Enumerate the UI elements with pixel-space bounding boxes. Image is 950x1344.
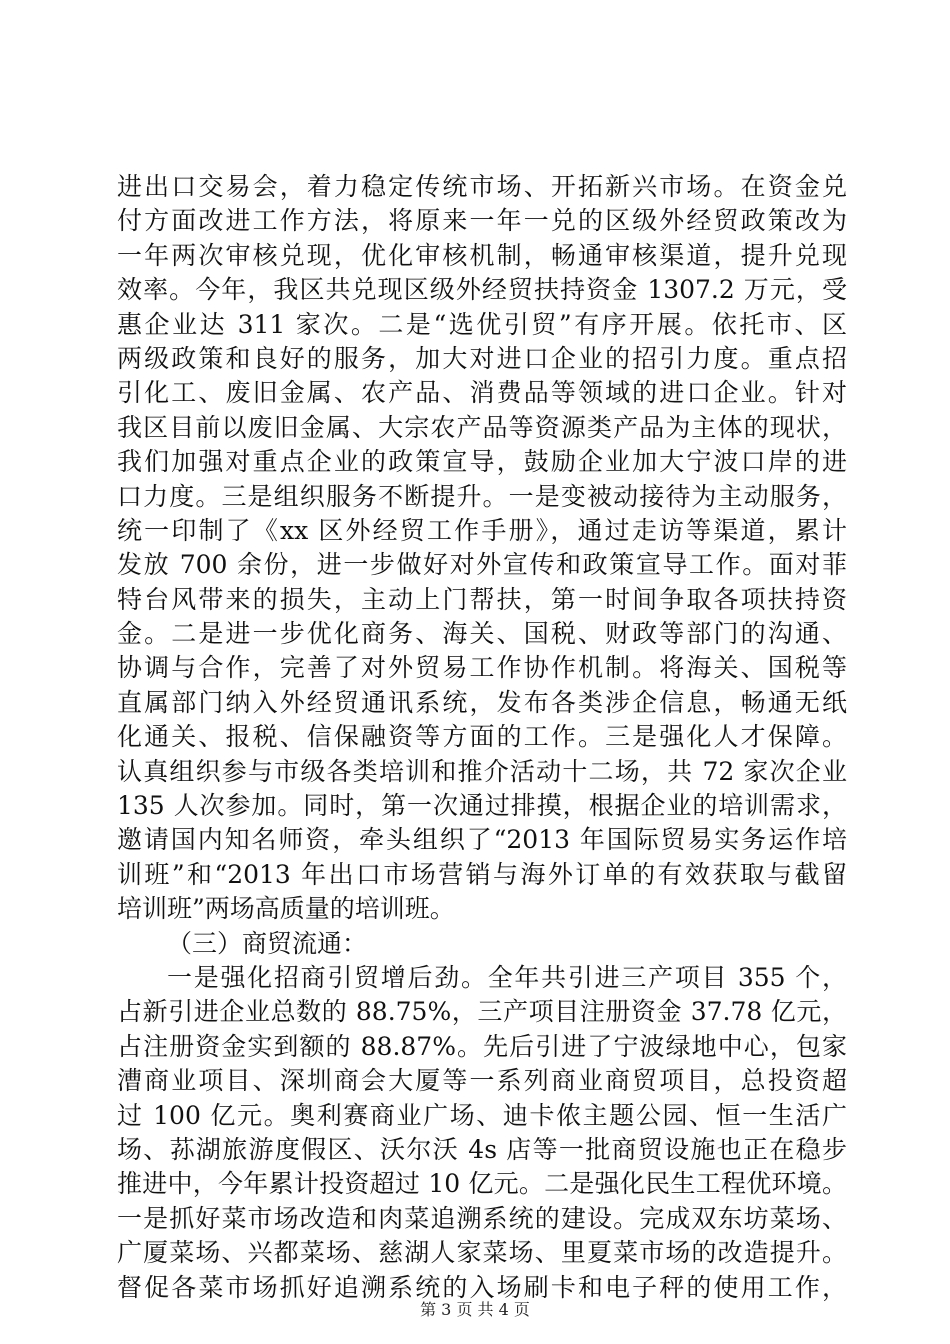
text-line: 直属部门纳入外经贸通讯系统，发布各类涉企信息，畅通无纸 xyxy=(117,687,847,717)
text-line: 训班”和“2013 年出口市场营销与海外订单的有效获取与截留 xyxy=(117,859,847,889)
text-line: 135 人次参加。同时，第一次通过排摸，根据企业的培训需求， xyxy=(117,791,847,821)
text-line: 两级政策和良好的服务，加大对进口企业的招引力度。重点招 xyxy=(117,343,847,373)
text-line: 我区目前以废旧金属、大宗农产品等资源类产品为主体的现状， xyxy=(117,412,847,442)
text-line: 推进中，今年累计投资超过 10 亿元。二是强化民生工程优环境。 xyxy=(117,1169,847,1199)
text-line: 效率。今年，我区共兑现区级外经贸扶持资金 1307.2 万元，受 xyxy=(117,275,847,305)
text-line: 我们加强对重点企业的政策宣导，鼓励企业加大宁波口岸的进 xyxy=(117,447,847,477)
text-line: 一是抓好菜市场改造和肉菜追溯系统的建设。完成双东坊菜场、 xyxy=(117,1203,847,1233)
text-line: 占注册资金实到额的 88.87%。先后引进了宁波绿地中心，包家 xyxy=(117,1031,847,1061)
text-line: 金。二是进一步优化商务、海关、国税、财政等部门的沟通、 xyxy=(117,619,847,649)
text-line: 协调与合作，完善了对外贸易工作协作机制。将海关、国税等 xyxy=(117,653,847,683)
text-line: 培训班”两场高质量的培训班。 xyxy=(117,894,455,924)
text-line: 广厦菜场、兴都菜场、慈湖人家菜场、里夏菜市场的改造提升。 xyxy=(117,1238,847,1268)
page-number-footer: 第 3 页 共 4 页 xyxy=(420,1300,530,1319)
text-line: 化通关、报税、信保融资等方面的工作。三是强化人才保障。 xyxy=(117,722,847,752)
text-line: 引化工、废旧金属、农产品、消费品等领域的进口企业。针对 xyxy=(117,378,847,408)
text-line: 占新引进企业总数的 88.75%，三产项目注册资金 37.78 亿元， xyxy=(117,997,847,1027)
body-text xyxy=(117,170,847,1305)
text-line: 督促各菜市场抓好追溯系统的入场刷卡和电子秤的使用工作， xyxy=(117,1272,847,1302)
text-line: 进出口交易会，着力稳定传统市场、开拓新兴市场。在资金兑 xyxy=(117,172,847,201)
text-line: 付方面改进工作方法，将原来一年一兑的区级外经贸政策改为 xyxy=(117,206,847,236)
text-line: 特台风带来的损失，主动上门帮扶，第一时间争取各项扶持资 xyxy=(117,584,847,614)
text-line: 场、荪湖旅游度假区、沃尔沃 4s 店等一批商贸设施也正在稳步 xyxy=(117,1134,847,1164)
text-line: 漕商业项目、深圳商会大厦等一系列商业商贸项目，总投资超 xyxy=(117,1066,847,1096)
text-line: 统一印制了《xx 区外经贸工作手册》，通过走访等渠道，累计 xyxy=(117,515,847,545)
text-line: 发放 700 余份，进一步做好对外宣传和政策宣导工作。面对菲 xyxy=(117,550,847,580)
text-line: 一年两次审核兑现，优化审核机制，畅通审核渠道，提升兑现 xyxy=(117,240,847,270)
section-heading: （三）商贸流通： xyxy=(167,928,368,958)
text-line: 口力度。三是组织服务不断提升。一是变被动接待为主动服务， xyxy=(117,481,847,511)
text-line: 认真组织参与市级各类培训和推介活动十二场，共 72 家次企业 xyxy=(117,756,847,786)
text-line: 邀请国内知名师资，牵头组织了“2013 年国际贸易实务运作培 xyxy=(117,825,847,855)
text-line: 过 100 亿元。奥利赛商业广场、迪卡侬主题公园、恒一生活广 xyxy=(117,1100,847,1130)
text-line: 惠企业达 311 家次。二是“选优引贸”有序开展。依托市、区 xyxy=(117,309,847,339)
text-line: 一是强化招商引贸增后劲。全年共引进三产项目 355 个， xyxy=(167,962,847,992)
